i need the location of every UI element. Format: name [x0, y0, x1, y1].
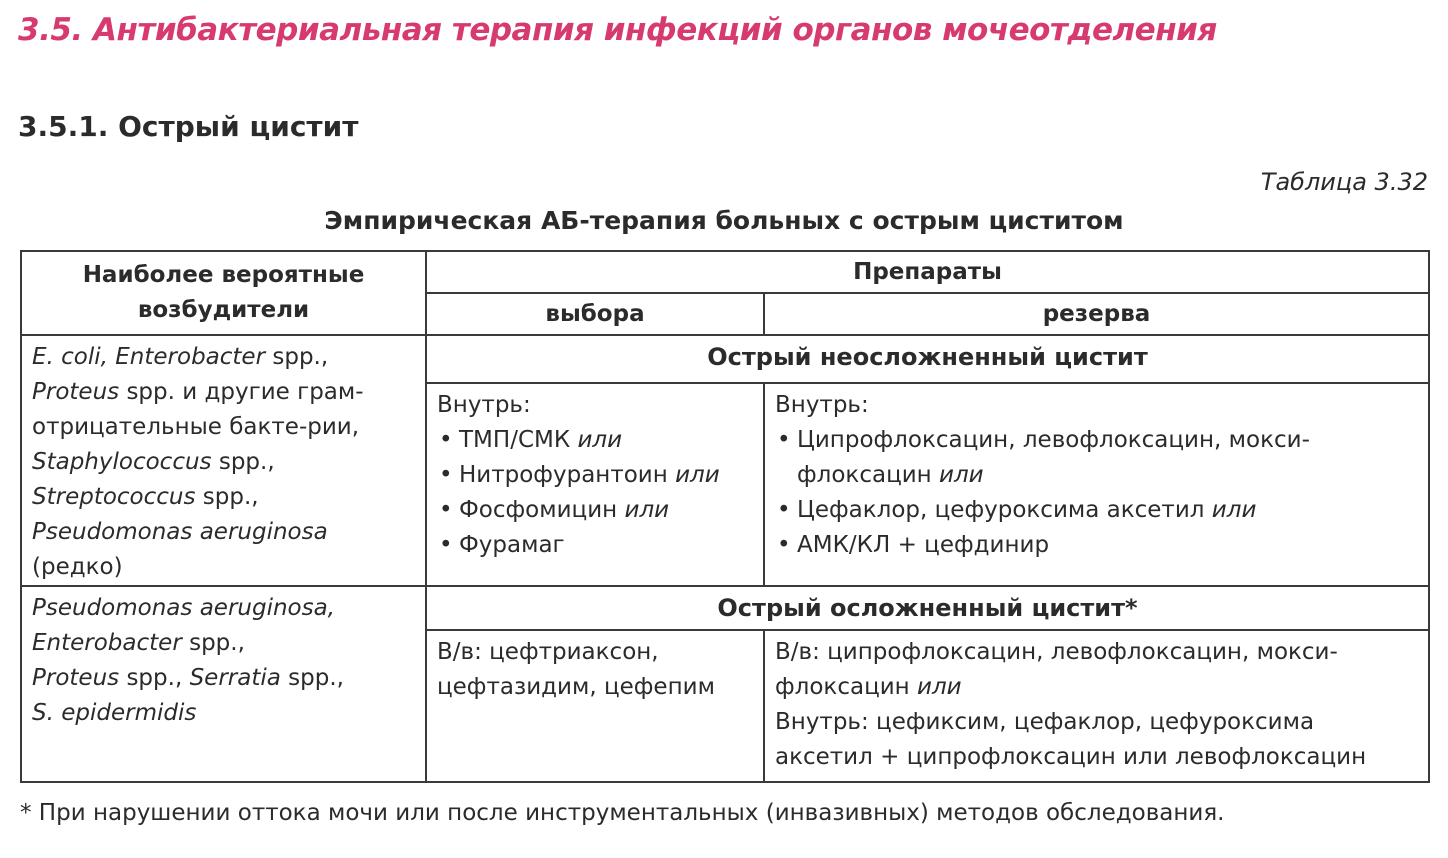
reserve-line: Внутрь: цефиксим, цефаклор, цефуроксима аксетил + ципрофлоксацин или левофлоксацин	[775, 709, 1367, 770]
header-reserve: резерва	[764, 293, 1429, 335]
table-caption: Эмпирическая АБ-терапия больных с острым циститом	[324, 206, 1124, 235]
pathogen-text: spp.,	[280, 665, 344, 691]
choice-drugs-uncomplicated	[426, 383, 764, 586]
pathogen-text: spp.,	[195, 484, 259, 510]
header-pathogens-line2: возбудители	[137, 297, 310, 323]
section-title: 3.5.1. Острый цистит	[18, 110, 359, 143]
pathogens-complicated	[21, 586, 426, 782]
pathogen-text: spp.,	[211, 449, 275, 475]
chapter-title: 3.5. Антибактериальная терапия инфекций органов мочеотделения	[18, 12, 1217, 48]
header-choice: выбора	[426, 293, 764, 335]
pathogen-text: E. coli, Enterobacter	[32, 344, 266, 370]
reserve-intro: Внутрь:	[775, 391, 869, 418]
reserve-drugs-uncomplicated	[764, 383, 1429, 586]
pathogen-text: Pseudomonas aeruginosa,	[32, 595, 335, 621]
therapy-table	[20, 250, 1430, 783]
pathogen-text: spp.,	[181, 630, 245, 656]
list-item: • Нитрофурантоин или	[437, 458, 753, 493]
pathogens-uncomplicated	[21, 335, 426, 586]
choice-list	[437, 423, 753, 563]
pathogen-text: S. epidermidis	[32, 700, 197, 726]
table-number: Таблица 3.32	[1260, 168, 1428, 196]
pathogen-text: Pseudomonas aeruginosa	[32, 519, 328, 545]
list-item: • Ципрофлоксацин, левофлоксацин, мокси-флоксацин или	[775, 423, 1418, 493]
reserve-list	[775, 423, 1418, 563]
reserve-line: В/в: ципрофлоксацин, левофлоксацин, мокси-флоксацин или	[775, 639, 1338, 700]
pathogen-text: spp. и другие грам-отрицательные бакте-рии,	[32, 379, 364, 440]
list-item: • АМК/КЛ + цефдинир	[775, 528, 1418, 563]
pathogen-text: Enterobacter	[32, 630, 182, 656]
reserve-drugs-complicated	[764, 630, 1429, 782]
header-pathogens-line1: Наиболее вероятные	[82, 262, 365, 288]
pathogen-text: spp.,	[119, 665, 190, 691]
list-item: • Фосфомицин или	[437, 493, 753, 528]
choice-drugs-complicated: В/в: цефтриаксон, цефтазидим, цефепим	[426, 630, 764, 782]
section-title-complicated: Острый осложненный цистит*	[426, 586, 1429, 630]
list-item: • Фурамаг	[437, 528, 753, 563]
pathogen-text: Serratia	[189, 665, 281, 691]
header-pathogens	[21, 251, 426, 335]
pathogen-text: Staphylococcus	[32, 449, 212, 475]
pathogen-text: Proteus	[32, 379, 120, 405]
list-item: • Цефаклор, цефуроксима аксетил или	[775, 493, 1418, 528]
choice-intro: Внутрь:	[437, 391, 531, 418]
header-drugs: Препараты	[426, 251, 1429, 293]
pathogen-text: Proteus	[32, 665, 120, 691]
list-item: • ТМП/СМК или	[437, 423, 753, 458]
footnote: * При нарушении оттока мочи или после инструментальных (инвазивных) методов обследования.	[20, 800, 1225, 826]
pathogen-text: spp.,	[265, 344, 329, 370]
pathogen-text: (редко)	[32, 554, 123, 580]
pathogen-text: Streptococcus	[32, 484, 196, 510]
section-title-uncomplicated: Острый неосложненный цистит	[426, 335, 1429, 383]
